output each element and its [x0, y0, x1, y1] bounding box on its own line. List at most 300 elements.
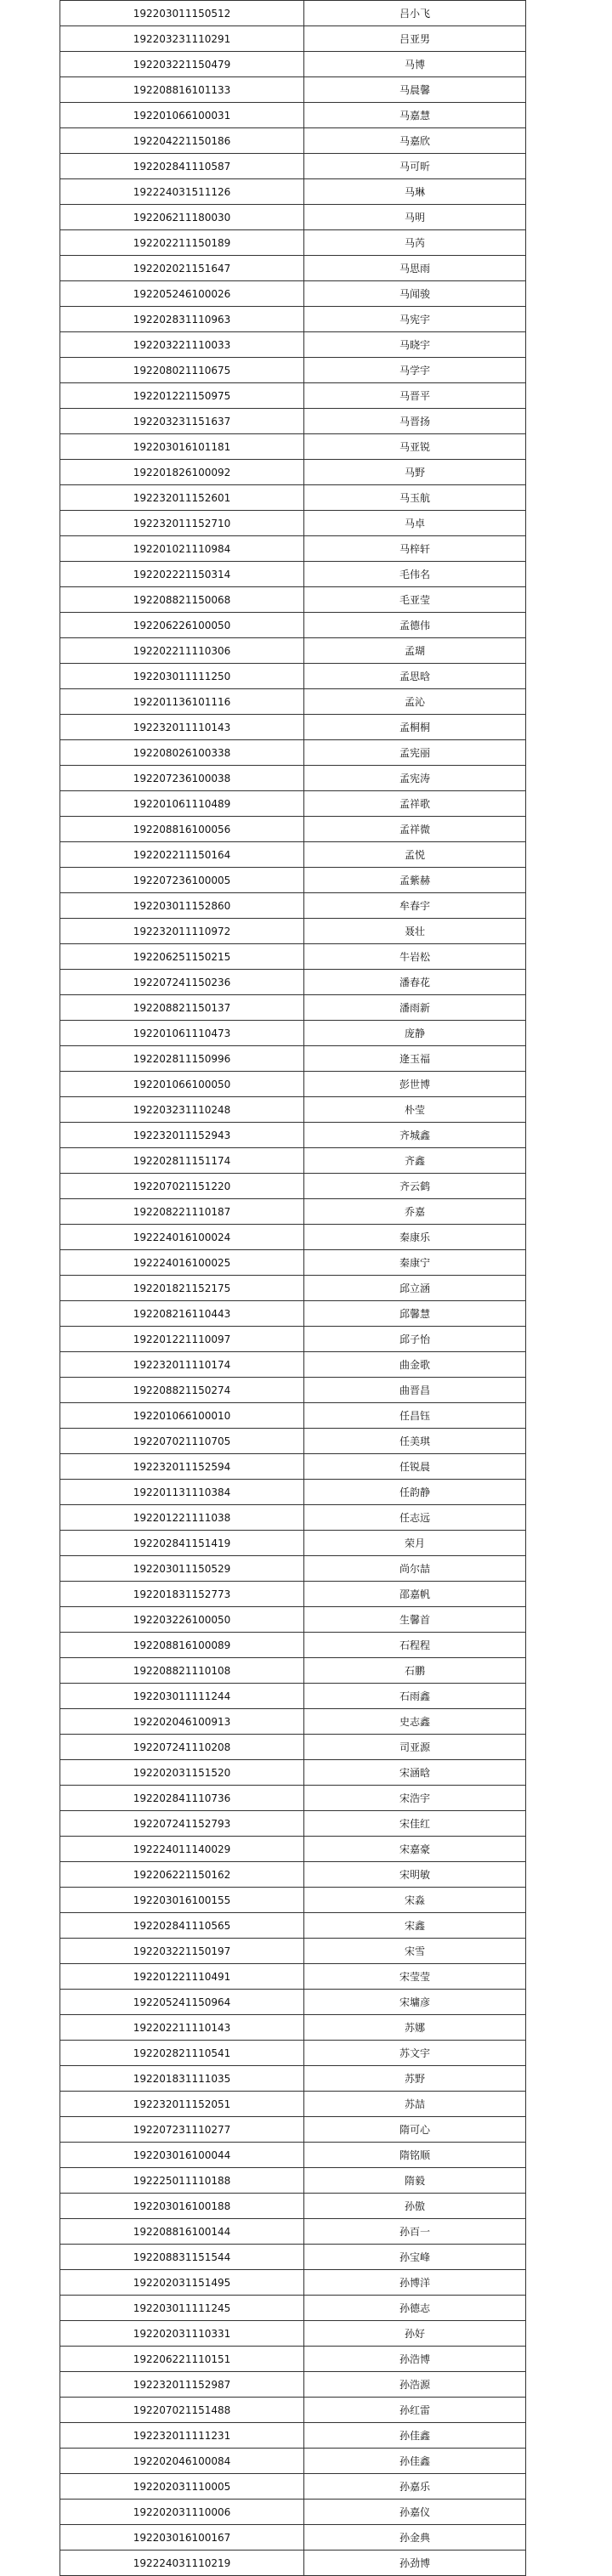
student-id-cell: 192206221150162 — [60, 1862, 304, 1888]
table-row — [60, 1148, 526, 1174]
table-row — [60, 2347, 526, 2372]
student-name-cell: 马明 — [304, 205, 526, 230]
student-name-cell: 马亚锐 — [304, 434, 526, 460]
table-row — [60, 562, 526, 587]
student-id-cell: 192208821150137 — [60, 995, 304, 1021]
student-id-cell: 192203221110033 — [60, 332, 304, 358]
student-id-cell: 192224011140029 — [60, 1837, 304, 1862]
student-id-cell: 192202031110005 — [60, 2474, 304, 2500]
table-row — [60, 995, 526, 1021]
table-row — [60, 689, 526, 715]
student-name-cell: 石鹏 — [304, 1658, 526, 1684]
table-row — [60, 1709, 526, 1735]
student-id-cell: 192201221110097 — [60, 1327, 304, 1352]
student-name-cell: 孙嘉仪 — [304, 2500, 526, 2525]
table-row — [60, 2551, 526, 2576]
table-row — [60, 1556, 526, 1582]
table-row — [60, 1301, 526, 1327]
student-name-cell: 宋佳红 — [304, 1811, 526, 1837]
student-id-cell: 192207236100005 — [60, 868, 304, 893]
student-id-cell: 192232011110143 — [60, 715, 304, 740]
student-id-cell: 192202031110331 — [60, 2321, 304, 2347]
student-name-cell: 齐云鹤 — [304, 1174, 526, 1199]
table-row — [60, 485, 526, 511]
table-row — [60, 1174, 526, 1199]
student-name-cell: 毛亚莹 — [304, 587, 526, 613]
table-row — [60, 1607, 526, 1633]
student-id-cell: 192224016100025 — [60, 1250, 304, 1276]
student-name-cell: 宋涵晗 — [304, 1760, 526, 1786]
student-id-cell: 192202841151419 — [60, 1531, 304, 1556]
table-row — [60, 154, 526, 179]
student-name-cell: 宋莹莹 — [304, 1964, 526, 1990]
table-row — [60, 103, 526, 128]
table-row — [60, 1352, 526, 1378]
student-name-cell: 邱立涵 — [304, 1276, 526, 1301]
student-name-cell: 孙浩博 — [304, 2347, 526, 2372]
student-name-cell: 宋雪 — [304, 1939, 526, 1964]
student-id-cell: 192224031110219 — [60, 2551, 304, 2576]
student-name-cell: 马梓轩 — [304, 536, 526, 562]
student-name-cell: 宋鑫 — [304, 1913, 526, 1939]
student-name-cell: 马琳 — [304, 179, 526, 205]
student-id-cell: 192208026100338 — [60, 740, 304, 766]
student-name-cell: 史志鑫 — [304, 1709, 526, 1735]
student-id-cell: 192201066100031 — [60, 103, 304, 128]
student-id-cell: 192232011152943 — [60, 1123, 304, 1148]
table-row — [60, 587, 526, 613]
table-row — [60, 1097, 526, 1123]
student-name-cell: 苏文宇 — [304, 2041, 526, 2066]
student-id-cell: 192201826100092 — [60, 460, 304, 485]
table-row — [60, 205, 526, 230]
student-id-cell: 192232011152987 — [60, 2372, 304, 2398]
table-row — [60, 1123, 526, 1148]
student-id-cell: 192201221110491 — [60, 1964, 304, 1990]
student-name-cell: 邱馨慧 — [304, 1301, 526, 1327]
table-row — [60, 77, 526, 103]
table-row — [60, 970, 526, 995]
student-name-cell: 孙浩源 — [304, 2372, 526, 2398]
student-name-cell: 任锐晨 — [304, 1454, 526, 1480]
table-row — [60, 893, 526, 919]
student-id-cell: 192208831151544 — [60, 2245, 304, 2270]
table-row — [60, 2168, 526, 2194]
student-name-cell: 马玉航 — [304, 485, 526, 511]
table-row — [60, 2398, 526, 2423]
student-id-cell: 192201061110473 — [60, 1021, 304, 1046]
student-id-cell: 192232011152051 — [60, 2092, 304, 2117]
student-id-cell: 192202211110306 — [60, 638, 304, 664]
student-id-cell: 192201061110489 — [60, 791, 304, 817]
student-name-cell: 孟思晗 — [304, 664, 526, 689]
student-name-cell: 隋可心 — [304, 2117, 526, 2143]
table-row — [60, 1990, 526, 2015]
student-name-cell: 石雨鑫 — [304, 1684, 526, 1709]
table-row — [60, 2245, 526, 2270]
student-name-cell: 司亚源 — [304, 1735, 526, 1760]
student-id-cell: 192208221110187 — [60, 1199, 304, 1225]
student-name-cell: 马博 — [304, 52, 526, 77]
student-name-cell: 马芮 — [304, 230, 526, 256]
table-row — [60, 2092, 526, 2117]
student-id-cell: 192202811150996 — [60, 1046, 304, 1072]
student-id-cell: 192203016100188 — [60, 2194, 304, 2219]
table-row — [60, 1964, 526, 1990]
student-id-cell: 192201066100050 — [60, 1072, 304, 1097]
student-name-cell: 孙博洋 — [304, 2270, 526, 2296]
student-name-cell: 牟春宇 — [304, 893, 526, 919]
student-id-cell: 192203011152860 — [60, 893, 304, 919]
student-name-cell: 孙劲博 — [304, 2551, 526, 2576]
student-id-cell: 192203011150529 — [60, 1556, 304, 1582]
table-row — [60, 1786, 526, 1811]
student-name-cell: 孟德伟 — [304, 613, 526, 638]
student-id-cell: 192203011111244 — [60, 1684, 304, 1709]
student-name-cell: 孟桐桐 — [304, 715, 526, 740]
student-id-cell: 192232011110174 — [60, 1352, 304, 1378]
student-name-cell: 马嘉慧 — [304, 103, 526, 128]
student-id-cell: 192206251150215 — [60, 944, 304, 970]
table-row — [60, 715, 526, 740]
student-id-cell: 192202831110963 — [60, 307, 304, 332]
table-row — [60, 179, 526, 205]
student-id-cell: 192203011111250 — [60, 664, 304, 689]
table-row — [60, 1046, 526, 1072]
student-id-cell: 192202031110006 — [60, 2500, 304, 2525]
table-row — [60, 2219, 526, 2245]
student-name-cell: 曲晋昌 — [304, 1378, 526, 1403]
table-row — [60, 2270, 526, 2296]
table-row — [60, 1582, 526, 1607]
student-name-cell: 孟紫赫 — [304, 868, 526, 893]
table-row — [60, 1633, 526, 1658]
table-row — [60, 791, 526, 817]
student-name-cell: 邵嘉帆 — [304, 1582, 526, 1607]
student-id-cell: 192208821110108 — [60, 1658, 304, 1684]
student-id-cell: 192208816100089 — [60, 1633, 304, 1658]
table-row — [60, 1403, 526, 1429]
student-id-cell: 192202046100084 — [60, 2449, 304, 2474]
table-row — [60, 638, 526, 664]
student-name-cell: 任志远 — [304, 1505, 526, 1531]
student-id-cell: 192203011150512 — [60, 1, 304, 26]
table-row — [60, 2296, 526, 2321]
student-id-cell: 192208816100144 — [60, 2219, 304, 2245]
student-id-cell: 192203221150479 — [60, 52, 304, 77]
student-id-cell: 192202021151647 — [60, 256, 304, 281]
student-name-cell: 潘雨新 — [304, 995, 526, 1021]
table-row — [60, 2423, 526, 2449]
student-id-cell: 192225011110188 — [60, 2168, 304, 2194]
student-name-cell: 孙宝峰 — [304, 2245, 526, 2270]
table-row — [60, 817, 526, 842]
student-id-cell: 192201131110384 — [60, 1480, 304, 1505]
student-name-cell: 齐城鑫 — [304, 1123, 526, 1148]
student-name-cell: 潘春花 — [304, 970, 526, 995]
student-name-cell: 苏娜 — [304, 2015, 526, 2041]
student-id-cell: 192203226100050 — [60, 1607, 304, 1633]
student-name-cell: 宋明敏 — [304, 1862, 526, 1888]
student-name-cell: 马思雨 — [304, 256, 526, 281]
student-name-cell: 生馨首 — [304, 1607, 526, 1633]
table-row — [60, 281, 526, 307]
student-id-cell: 192203231110248 — [60, 1097, 304, 1123]
student-name-cell: 马晋扬 — [304, 409, 526, 434]
student-id-cell: 192232011152594 — [60, 1454, 304, 1480]
student-id-cell: 192208821150068 — [60, 587, 304, 613]
table-row — [60, 1021, 526, 1046]
table-row — [60, 26, 526, 52]
table-row — [60, 1327, 526, 1352]
student-name-cell: 孟宪涛 — [304, 766, 526, 791]
table-row — [60, 1276, 526, 1301]
table-row — [60, 1862, 526, 1888]
student-id-cell: 192203221150197 — [60, 1939, 304, 1964]
student-id-cell: 192232011152601 — [60, 485, 304, 511]
student-id-cell: 192202221150314 — [60, 562, 304, 587]
student-name-cell: 石程程 — [304, 1633, 526, 1658]
student-id-cell: 192207021151488 — [60, 2398, 304, 2423]
table-row — [60, 2372, 526, 2398]
table-row — [60, 664, 526, 689]
student-id-cell: 192232011111231 — [60, 2423, 304, 2449]
student-id-cell: 192203016100155 — [60, 1888, 304, 1913]
student-name-cell: 孟瑚 — [304, 638, 526, 664]
student-name-cell: 孟宪丽 — [304, 740, 526, 766]
student-name-cell: 苏野 — [304, 2066, 526, 2092]
student-id-cell: 192202821110541 — [60, 2041, 304, 2066]
student-id-cell: 192201066100010 — [60, 1403, 304, 1429]
table-row — [60, 1480, 526, 1505]
student-name-cell: 曲金歌 — [304, 1352, 526, 1378]
student-name-cell: 孟沁 — [304, 689, 526, 715]
table-row — [60, 409, 526, 434]
table-row — [60, 2321, 526, 2347]
student-name-cell: 聂壮 — [304, 919, 526, 944]
table-row — [60, 536, 526, 562]
table-row — [60, 1760, 526, 1786]
student-id-cell: 192232011110972 — [60, 919, 304, 944]
student-name-cell: 孙德志 — [304, 2296, 526, 2321]
student-name-cell: 马卓 — [304, 511, 526, 536]
table-row — [60, 2041, 526, 2066]
table-row — [60, 613, 526, 638]
table-row — [60, 128, 526, 154]
table-row — [60, 842, 526, 868]
roster-table — [60, 0, 526, 2576]
student-name-cell: 牛岩松 — [304, 944, 526, 970]
student-id-cell: 192208816101133 — [60, 77, 304, 103]
student-name-cell: 彭世博 — [304, 1072, 526, 1097]
student-name-cell: 马晨馨 — [304, 77, 526, 103]
student-id-cell: 192207236100038 — [60, 766, 304, 791]
student-id-cell: 192201821152175 — [60, 1276, 304, 1301]
table-row — [60, 1531, 526, 1556]
student-name-cell: 宋浩宇 — [304, 1786, 526, 1811]
student-id-cell: 192202841110587 — [60, 154, 304, 179]
student-id-cell: 192205241150964 — [60, 1990, 304, 2015]
student-id-cell: 192224031511126 — [60, 179, 304, 205]
student-name-cell: 宋嘉豪 — [304, 1837, 526, 1862]
student-name-cell: 马晓宇 — [304, 332, 526, 358]
student-name-cell: 孙佳鑫 — [304, 2449, 526, 2474]
student-id-cell: 192205246100026 — [60, 281, 304, 307]
student-id-cell: 192203016101181 — [60, 434, 304, 460]
student-id-cell: 192202031151495 — [60, 2270, 304, 2296]
student-name-cell: 宋墉彦 — [304, 1990, 526, 2015]
table-row — [60, 1429, 526, 1454]
student-name-cell: 邱子怡 — [304, 1327, 526, 1352]
student-id-cell: 192201221111038 — [60, 1505, 304, 1531]
table-row — [60, 511, 526, 536]
student-id-cell: 192203016100167 — [60, 2525, 304, 2551]
table-row — [60, 868, 526, 893]
table-row — [60, 2449, 526, 2474]
table-row — [60, 2525, 526, 2551]
table-row — [60, 1811, 526, 1837]
student-name-cell: 朴莹 — [304, 1097, 526, 1123]
student-id-cell: 192202031151520 — [60, 1760, 304, 1786]
table-row — [60, 1225, 526, 1250]
student-id-cell: 192208816100056 — [60, 817, 304, 842]
student-name-cell: 逄玉福 — [304, 1046, 526, 1072]
student-id-cell: 192232011152710 — [60, 511, 304, 536]
table-row — [60, 2474, 526, 2500]
student-id-cell: 192207021110705 — [60, 1429, 304, 1454]
student-name-cell: 马宪宇 — [304, 307, 526, 332]
table-row — [60, 766, 526, 791]
table-row — [60, 332, 526, 358]
student-name-cell: 毛伟名 — [304, 562, 526, 587]
student-name-cell: 马晋平 — [304, 383, 526, 409]
student-id-cell: 192202211150189 — [60, 230, 304, 256]
student-name-cell: 马闻骏 — [304, 281, 526, 307]
table-row — [60, 1735, 526, 1760]
student-name-cell: 马可昕 — [304, 154, 526, 179]
student-name-cell: 吕亚男 — [304, 26, 526, 52]
student-name-cell: 荣月 — [304, 1531, 526, 1556]
student-id-cell: 192206226100050 — [60, 613, 304, 638]
student-name-cell: 孟悦 — [304, 842, 526, 868]
student-name-cell: 孟祥歌 — [304, 791, 526, 817]
student-id-cell: 192203016100044 — [60, 2143, 304, 2168]
student-name-cell: 孟祥微 — [304, 817, 526, 842]
student-name-cell: 秦康乐 — [304, 1225, 526, 1250]
table-row — [60, 358, 526, 383]
table-row — [60, 1939, 526, 1964]
table-row — [60, 307, 526, 332]
student-name-cell: 任美琪 — [304, 1429, 526, 1454]
student-id-cell: 192206211180030 — [60, 205, 304, 230]
table-row — [60, 1, 526, 26]
table-row — [60, 52, 526, 77]
student-id-cell: 192208021110675 — [60, 358, 304, 383]
student-id-cell: 192207241110208 — [60, 1735, 304, 1760]
student-id-cell: 192208216110443 — [60, 1301, 304, 1327]
student-name-cell: 孙嘉乐 — [304, 2474, 526, 2500]
student-id-cell: 192202811151174 — [60, 1148, 304, 1174]
student-name-cell: 尚尔喆 — [304, 1556, 526, 1582]
student-id-cell: 192201831152773 — [60, 1582, 304, 1607]
student-id-cell: 192207241152793 — [60, 1811, 304, 1837]
table-row — [60, 1199, 526, 1225]
student-name-cell: 隋毅 — [304, 2168, 526, 2194]
student-name-cell: 齐鑫 — [304, 1148, 526, 1174]
table-row — [60, 1658, 526, 1684]
table-row — [60, 1684, 526, 1709]
student-id-cell: 192207241150236 — [60, 970, 304, 995]
table-row — [60, 1072, 526, 1097]
student-id-cell: 192207021151220 — [60, 1174, 304, 1199]
table-row — [60, 2015, 526, 2041]
student-id-cell: 192202211150164 — [60, 842, 304, 868]
student-name-cell: 乔嘉 — [304, 1199, 526, 1225]
student-name-cell: 任昌钰 — [304, 1403, 526, 1429]
table-row — [60, 230, 526, 256]
table-row — [60, 2500, 526, 2525]
student-id-cell: 192202046100913 — [60, 1709, 304, 1735]
table-row — [60, 383, 526, 409]
student-id-cell: 192204221150186 — [60, 128, 304, 154]
student-name-cell: 孙傲 — [304, 2194, 526, 2219]
table-row — [60, 1454, 526, 1480]
table-row — [60, 1378, 526, 1403]
student-id-cell: 192203231151637 — [60, 409, 304, 434]
student-id-cell: 192201136101116 — [60, 689, 304, 715]
student-id-cell: 192201021110984 — [60, 536, 304, 562]
table-row — [60, 1888, 526, 1913]
student-id-cell: 192207231110277 — [60, 2117, 304, 2143]
table-row — [60, 1250, 526, 1276]
student-name-cell: 苏喆 — [304, 2092, 526, 2117]
table-row — [60, 1837, 526, 1862]
table-row — [60, 1913, 526, 1939]
table-row — [60, 944, 526, 970]
student-name-cell: 马学宇 — [304, 358, 526, 383]
student-id-cell: 192201221150975 — [60, 383, 304, 409]
student-name-cell: 马嘉欣 — [304, 128, 526, 154]
student-id-cell: 192224016100024 — [60, 1225, 304, 1250]
table-row — [60, 2143, 526, 2168]
student-id-cell: 192201831111035 — [60, 2066, 304, 2092]
table-row — [60, 1505, 526, 1531]
student-id-cell: 192202841110736 — [60, 1786, 304, 1811]
student-id-cell: 192203011111245 — [60, 2296, 304, 2321]
student-name-cell: 吕小飞 — [304, 1, 526, 26]
student-name-cell: 马野 — [304, 460, 526, 485]
student-id-cell: 192208821150274 — [60, 1378, 304, 1403]
student-name-cell: 孙百一 — [304, 2219, 526, 2245]
table-row — [60, 256, 526, 281]
student-id-cell: 192206221110151 — [60, 2347, 304, 2372]
student-name-cell: 孙佳鑫 — [304, 2423, 526, 2449]
student-name-cell: 孙红雷 — [304, 2398, 526, 2423]
table-row — [60, 740, 526, 766]
table-row — [60, 919, 526, 944]
student-name-cell: 秦康宁 — [304, 1250, 526, 1276]
table-row — [60, 460, 526, 485]
student-id-cell: 192202841110565 — [60, 1913, 304, 1939]
student-name-cell: 宋淼 — [304, 1888, 526, 1913]
table-row — [60, 2066, 526, 2092]
student-name-cell: 孙金典 — [304, 2525, 526, 2551]
table-row — [60, 434, 526, 460]
student-id-cell: 192203231110291 — [60, 26, 304, 52]
student-id-cell: 192202211110143 — [60, 2015, 304, 2041]
student-name-cell: 庞静 — [304, 1021, 526, 1046]
student-name-cell: 隋铭顺 — [304, 2143, 526, 2168]
